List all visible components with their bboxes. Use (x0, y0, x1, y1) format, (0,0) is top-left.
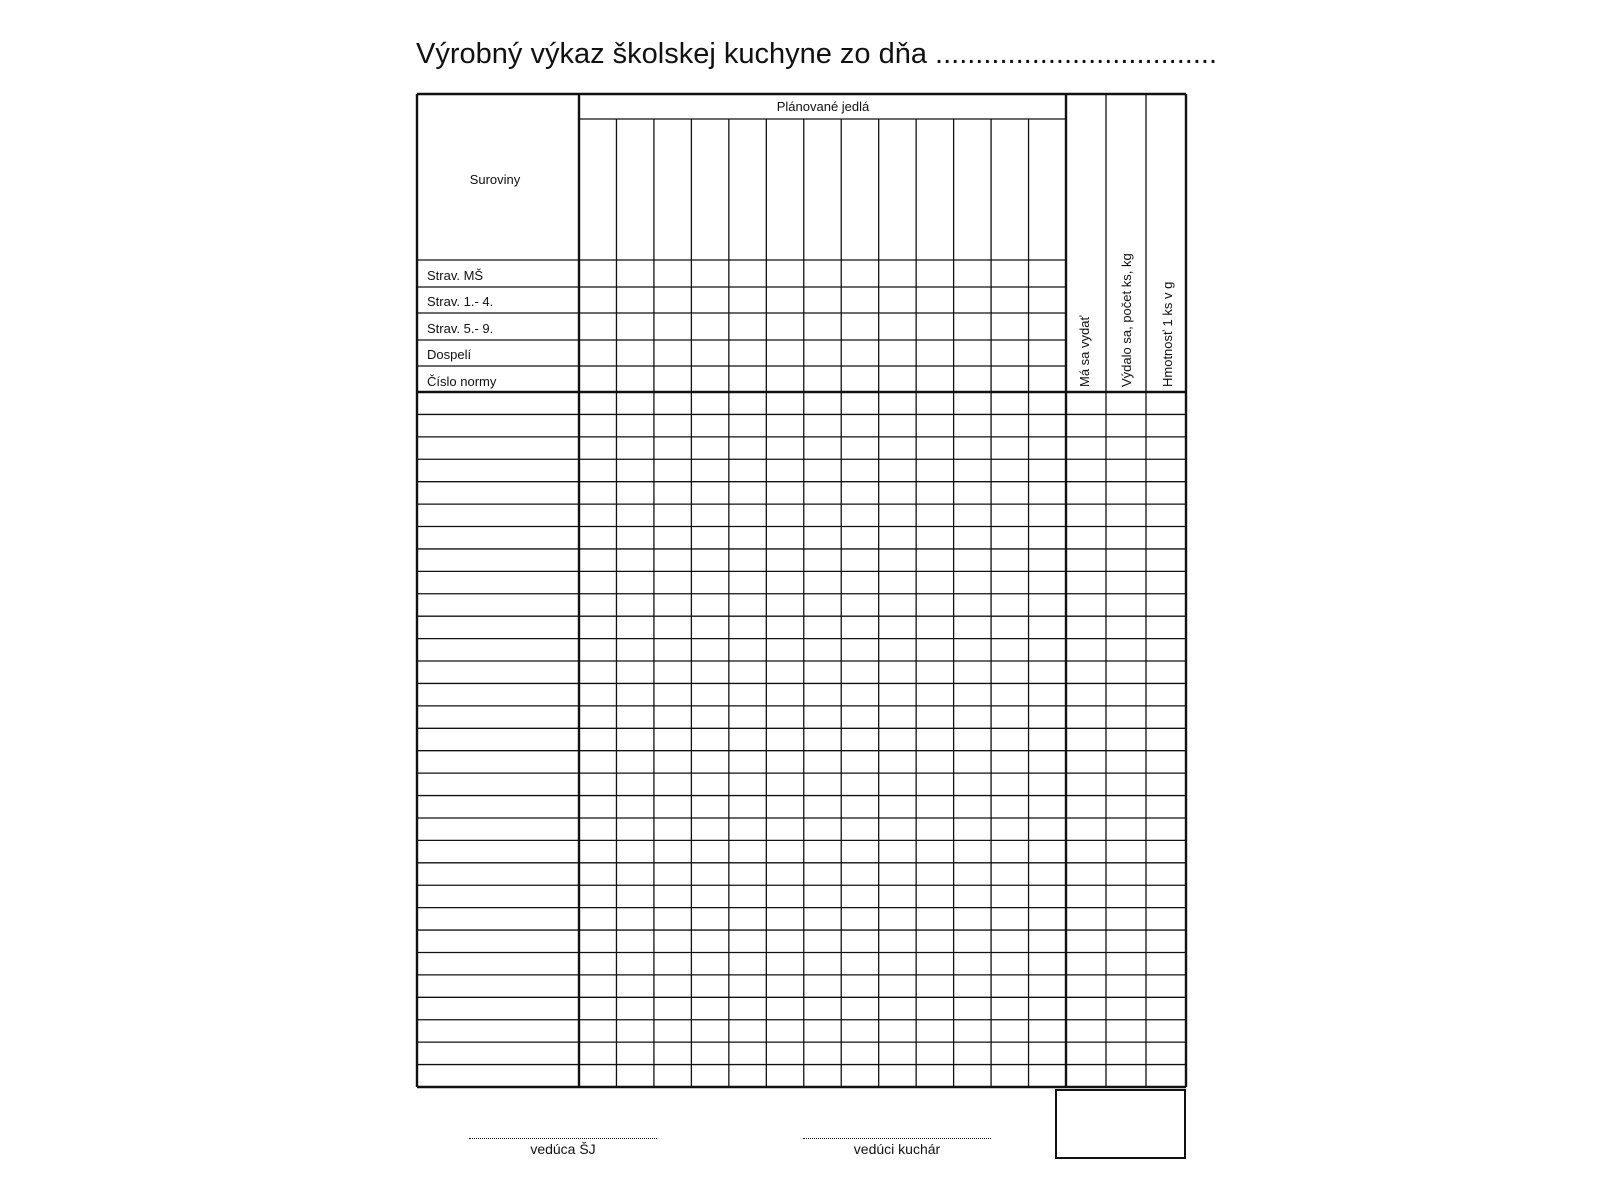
table-grid-lines (417, 94, 1186, 1087)
form-title: Výrobný výkaz školskej kuchyne zo dňa ................................... (416, 38, 1218, 70)
row-label-strav-ms: Strav. MŠ (427, 268, 484, 283)
row-label-dospeli: Dospelí (427, 347, 472, 362)
signature-label: vedúci kuchár (853, 1141, 941, 1157)
column-header-ma-sa-vydat: Má sa vydať (1077, 315, 1092, 387)
row-label-strav-5-9: Strav. 5.- 9. (427, 321, 494, 336)
stamp-box[interactable] (1055, 1089, 1186, 1159)
signature-label: vedúca ŠJ (530, 1141, 596, 1157)
table-border-lines (417, 94, 1186, 1087)
row-label-strav-1-4: Strav. 1.- 4. (427, 294, 494, 309)
signature-head-cook (797, 1128, 997, 1157)
column-header-hmotnost: Hmotnosť 1 ks v g (1160, 281, 1175, 387)
row-label-cislo-normy: Číslo normy (427, 374, 497, 389)
signature-line[interactable] (803, 1128, 991, 1139)
signature-head-of-canteen (463, 1128, 663, 1157)
ingredients-header: Suroviny (469, 172, 521, 187)
signature-line[interactable] (469, 1128, 657, 1139)
planned-meals-header: Plánované jedlá (776, 99, 870, 114)
column-header-vydalo-sa: Výdalo sa, počet ks, kg (1119, 253, 1134, 387)
